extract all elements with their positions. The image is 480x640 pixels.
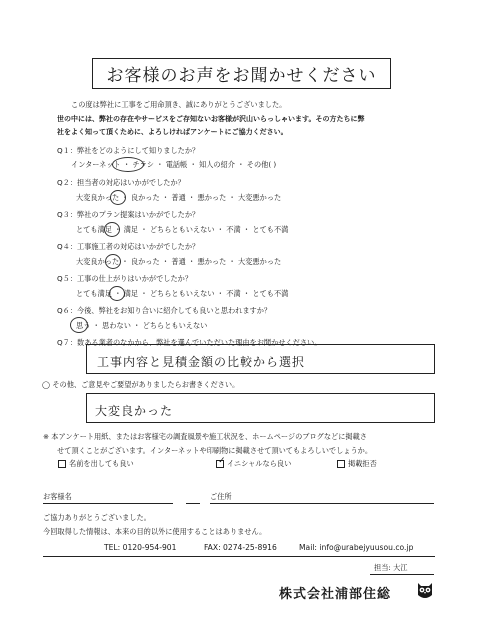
selection-circle-mark [110, 190, 126, 205]
selection-circle-mark [105, 254, 121, 269]
question-1-label: Q１：弊社をどのようにして知りましたか？ [57, 146, 200, 155]
consent-option-label: 掲載拒否 [348, 459, 377, 468]
customer-name-label: お客様名 [43, 492, 72, 501]
notice-line-2: せて頂くことがございます。インターネットや印刷物に掲載させて頂いてもよろしいでしょうか。 [57, 446, 373, 455]
divider [186, 503, 200, 504]
thanks-text: ご協力ありがとうございました。 [43, 513, 151, 522]
address-field[interactable] [210, 503, 434, 504]
question-6-label: Q６：今後、弊社をお知り合いに紹介しても良いと思われますか？ [57, 306, 272, 315]
question-2-options[interactable]: 大変良かった ・ 良かった ・ 普通 ・ 悪かった ・ 大変悪かった [76, 193, 282, 202]
consent-option-label: イニシャルなら良い [227, 459, 292, 468]
consent-option-label: 名前を出しても良い [69, 459, 134, 468]
question-1-options[interactable]: インターネット ・ チラシ ・ 電話帳 ・ 知人の紹介 ・ その他( ) [71, 160, 277, 169]
staff-label: 担当: 大江 [374, 563, 408, 572]
question-5-options[interactable]: とても満足 ・ 満足 ・ どちらともいえない ・ 不満 ・ とても不満 [76, 289, 289, 298]
question-3-options[interactable]: とても満足 ・ 満足 ・ どちらともいえない ・ 不満 ・ とても不満 [76, 225, 289, 234]
q7-answer-text: 工事内容と見積金額の比較から選択 [97, 355, 306, 369]
staff-underline [370, 574, 434, 575]
question-3-label: Q３：弊社のプラン提案はいかがでしたか？ [57, 210, 200, 219]
privacy-text: 今回取得した情報は、本来の目的以外に使用することはありません。 [43, 527, 267, 536]
intro-line-1: この度は弊社に工事をご用命頂き、誠にありがとうございました。 [71, 100, 287, 109]
contact-tel: TEL: 0120-954-901 [104, 543, 177, 552]
question-6-options[interactable]: 思う ・ 思わない ・ どちらともいえない [76, 321, 208, 330]
address-label: ご住所 [210, 492, 232, 501]
question-2-label: Q２：担当者の対応はいかがでしたか？ [57, 178, 185, 187]
question-7-label: Q７：数ある業者のなかから、弊社を選んでいただいた理由をお聞かせください。 [57, 338, 322, 347]
contact-fax: FAX: 0274-25-8916 [204, 543, 277, 552]
customer-name-field[interactable] [43, 503, 173, 504]
consent-option-name[interactable] [58, 460, 134, 468]
checkbox-checked-icon[interactable]: ✓ [218, 456, 226, 466]
comments-answer-text: 大変良かった [95, 404, 174, 418]
selection-circle-mark [70, 317, 88, 333]
contact-mail: Mail: info@urabejyuusou.co.jp [299, 543, 414, 552]
owl-logo-icon [416, 580, 434, 600]
consent-option-initials[interactable] [216, 456, 292, 468]
comments-label: ◯ その他、ご意見やご要望がありましたらお書きください。 [42, 380, 240, 389]
company-name: 株式会社浦部住総 [279, 587, 392, 602]
checkbox-icon[interactable] [337, 460, 345, 468]
question-5-label: Q５：工事の仕上がりはいかがでしたか？ [57, 274, 193, 283]
selection-circle-mark [104, 222, 120, 237]
comments-answer-box[interactable] [86, 393, 435, 423]
intro-line-2: 世の中には、弊社の存在やサービスをご存知ないお客様が沢山いらっしゃいます。その方たちに弊 [57, 115, 365, 123]
contact-underline [43, 556, 435, 557]
question-4-label: Q４：工事施工者の対応はいかがでしたか？ [57, 242, 200, 251]
selection-circle-mark [109, 286, 125, 301]
selection-circle-mark [112, 157, 144, 172]
checkbox-icon[interactable] [58, 460, 66, 468]
question-4-options[interactable]: 大変良かった ・ 良かった ・ 普通 ・ 悪かった ・ 大変悪かった [76, 257, 282, 266]
consent-option-decline[interactable] [337, 460, 377, 468]
intro-line-3: 社をよく知って頂くために、よろしければアンケートにご協力ください。 [57, 128, 288, 136]
q7-answer-box[interactable] [86, 344, 435, 374]
notice-line-1: ※ 本アンケート用紙、またはお客様宅の調査風景や施工状況を、ホームページのブログなどに掲載さ [43, 432, 367, 441]
page-title: お客様のお声をお聞かせください [92, 58, 391, 89]
